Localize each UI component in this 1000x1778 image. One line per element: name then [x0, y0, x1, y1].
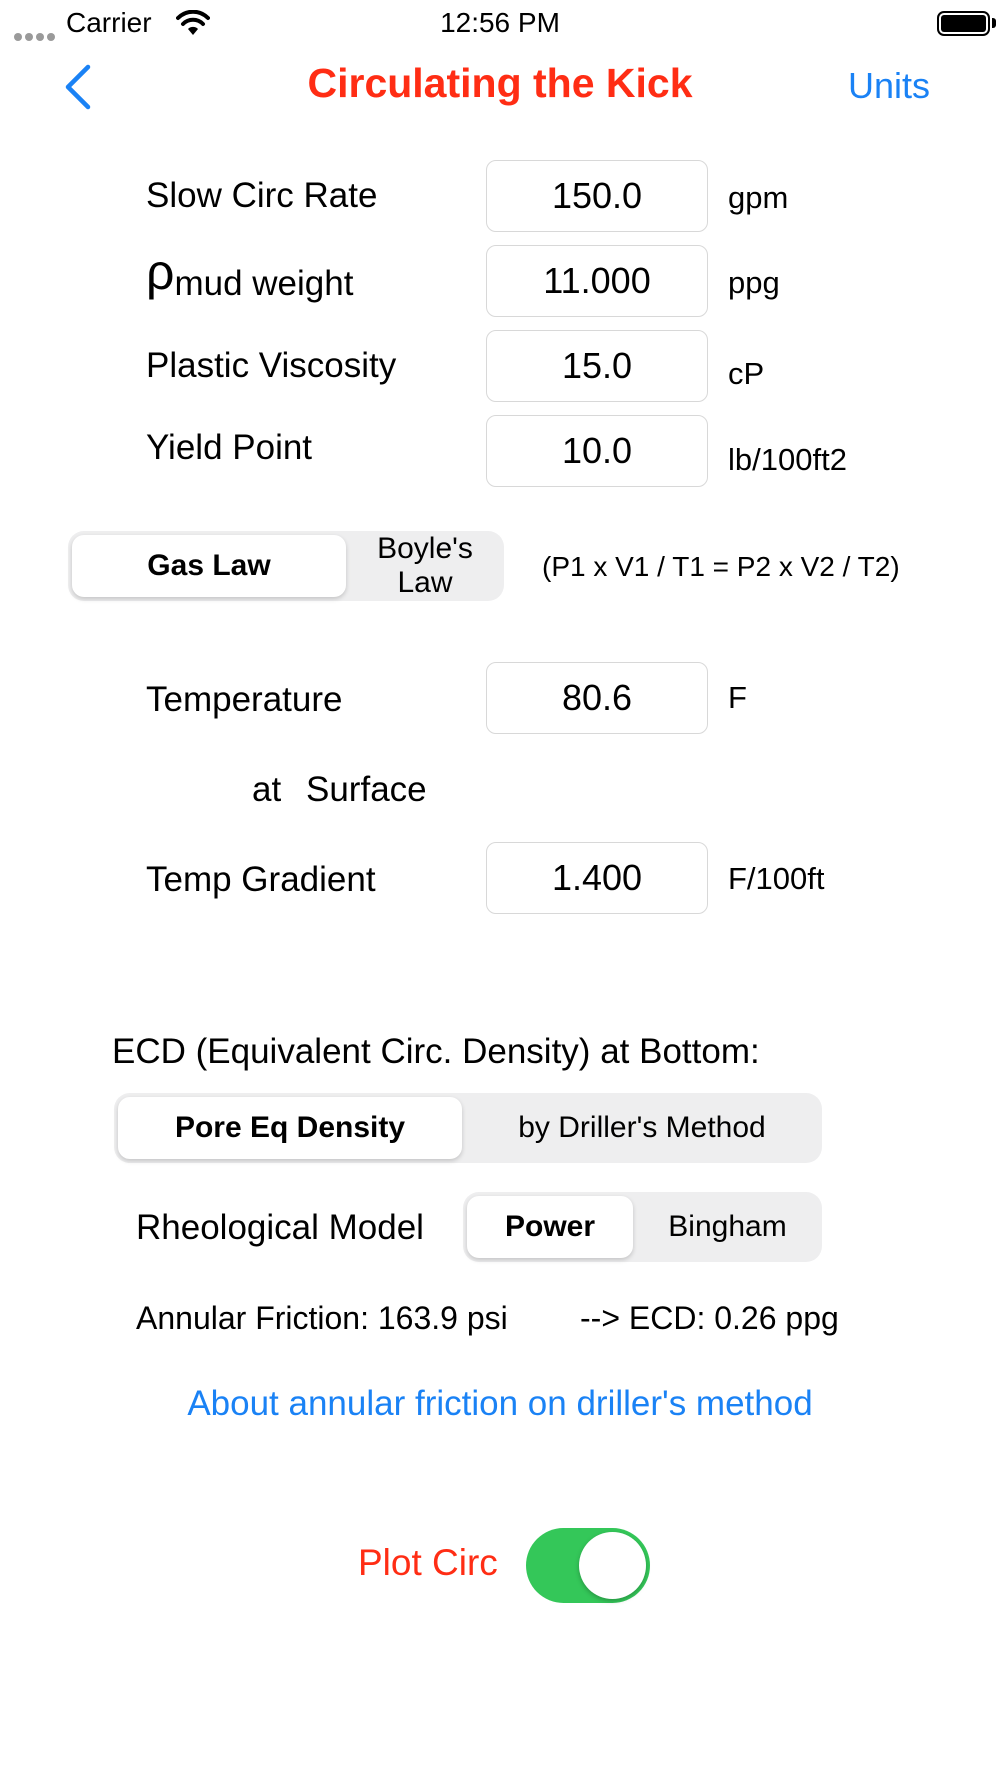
page-title: Circulating the Kick — [307, 60, 693, 106]
toggle-knob — [579, 1532, 646, 1599]
rheological-model-label: Rheological Model — [136, 1208, 424, 1247]
plastic-viscosity-field[interactable]: 15.0 — [486, 330, 708, 402]
mud-weight-unit: ppg — [728, 265, 780, 300]
mud-weight-subscript: mud weight — [174, 264, 354, 303]
pore-eq-density-option[interactable]: Pore Eq Density — [118, 1097, 462, 1159]
slow-circ-rate-label: Slow Circ Rate — [146, 176, 378, 215]
carrier-label: Carrier — [66, 7, 152, 38]
temperature-label: Temperature — [146, 680, 343, 719]
plot-circ-label: Plot Circ — [358, 1542, 498, 1583]
ecd-result: --> ECD: 0.26 ppg — [580, 1300, 839, 1336]
yield-point-field[interactable]: 10.0 — [486, 415, 708, 487]
yield-point-label: Yield Point — [146, 428, 313, 467]
gas-law-segmented-control — [68, 531, 504, 601]
units-button[interactable]: Units — [848, 65, 931, 106]
temperature-field[interactable]: 80.6 — [486, 662, 708, 734]
slow-circ-rate-field[interactable]: 150.0 — [486, 160, 708, 232]
bingham-option[interactable]: Bingham — [668, 1210, 787, 1243]
yield-point-unit: lb/100ft2 — [728, 442, 847, 477]
at-label: at — [252, 770, 282, 809]
boyles-law-option[interactable]: Boyle's Law — [377, 532, 473, 599]
battery-nub — [992, 18, 996, 28]
rho-symbol: ρ — [146, 244, 175, 300]
surface-location-selector[interactable]: Surface — [306, 770, 427, 809]
plastic-viscosity-label: Plastic Viscosity — [146, 346, 397, 385]
battery-icon — [937, 11, 990, 36]
temp-gradient-label: Temp Gradient — [146, 860, 376, 899]
temperature-unit: F — [728, 680, 747, 715]
power-option[interactable]: Power — [467, 1196, 633, 1258]
temp-gradient-field[interactable]: 1.400 — [486, 842, 708, 914]
gas-law-formula: (P1 x V1 / T1 = P2 x V2 / T2) — [542, 551, 900, 582]
clock: 12:56 PM — [440, 7, 560, 38]
ecd-heading: ECD (Equivalent Circ. Density) at Bottom: — [112, 1032, 760, 1071]
annular-friction-result: Annular Friction: 163.9 psi — [136, 1300, 508, 1336]
annular-friction-info-link[interactable]: About annular friction on driller's method — [187, 1384, 813, 1423]
plastic-viscosity-unit: cP — [728, 356, 765, 391]
temp-gradient-unit: F/100ft — [728, 861, 825, 896]
plot-circ-toggle[interactable] — [526, 1528, 650, 1603]
ecd-segmented-control — [114, 1093, 822, 1163]
drillers-method-option[interactable]: by Driller's Method — [518, 1111, 766, 1144]
gas-law-option[interactable]: Gas Law — [72, 535, 346, 597]
mud-weight-field[interactable]: 11.000 — [486, 245, 708, 317]
rheology-segmented-control — [463, 1192, 822, 1262]
mud-weight-label — [146, 243, 353, 301]
slow-circ-rate-unit: gpm — [728, 180, 789, 215]
